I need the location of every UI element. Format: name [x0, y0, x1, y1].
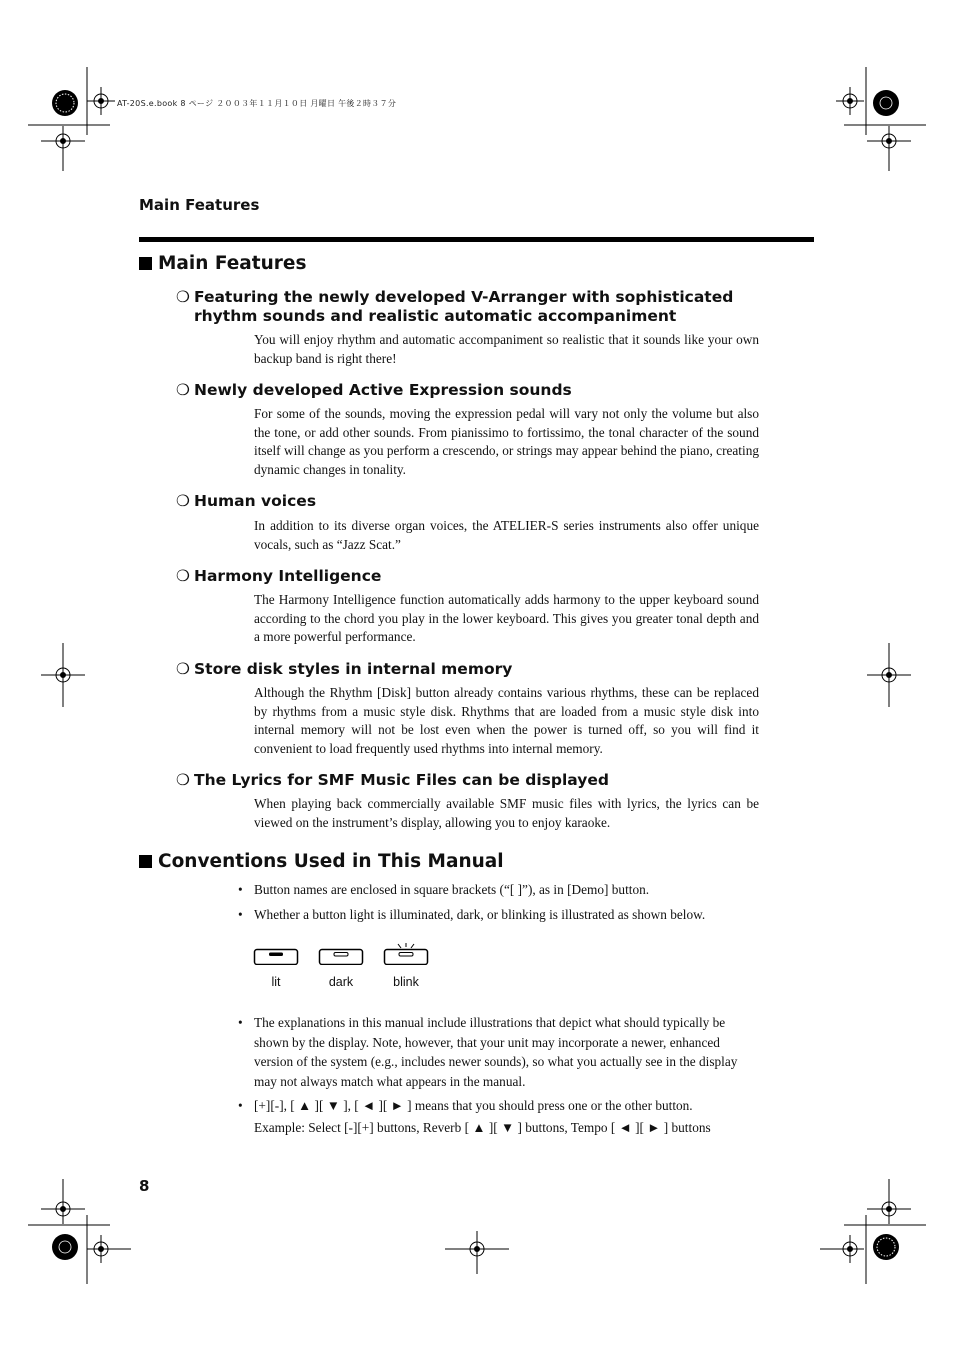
square-bullet-icon: [139, 257, 152, 270]
blink-button-icon: [383, 943, 429, 965]
square-bullet-icon: [139, 855, 152, 868]
feature-heading: ❍ Newly developed Active Expression sounds: [176, 381, 572, 399]
list-item: • Button names are enclosed in square brackets (“[ ]”), as in [Demo] button.: [238, 880, 760, 900]
feature-heading: ❍ Human voices: [176, 492, 317, 510]
list-item: • The explanations in this manual include illustrations that depict what should typically be shown by the display. Note, however, that your unit may incorporate a newer, enhanced version of the system (e.g., includes newer sounds), so what you actually see in the display may not always match what appears in the manual.: [238, 1013, 760, 1091]
feature-text: In addition to its diverse organ voices, the ATELIER-S series instruments also offer unique vocals, such as “Jazz Scat.”: [254, 518, 759, 552]
button-state-lit: [251, 943, 301, 989]
print-header: AT-20S.e.book 8 ページ ２００３年１１月１０日 月曜日 午後２時３７分: [117, 99, 397, 108]
list-item: • [+][-], [ ▲ ][ ▼ ], [ ◄ ][ ► ] means that you should press one or the other button.: [238, 1096, 760, 1116]
button-state-label: lit: [271, 975, 281, 989]
circle-bullet-icon: ❍: [176, 288, 190, 306]
feature-text: Although the Rhythm [Disk] button already contains various rhythms, these can be replaced by rhythms from a music style disk. Rhythms that are loaded from a music style disk into internal memory will not be lost even when the power is turned off, so you will find it convenient to load frequently used rhythms into internal memory.: [254, 685, 759, 756]
lit-button-icon: [253, 943, 299, 965]
section-heading-main-features: [139, 253, 306, 274]
circle-bullet-icon: ❍: [176, 381, 190, 399]
button-state-dark: [316, 943, 366, 989]
button-state-blink: [381, 943, 431, 989]
circle-bullet-icon: ❍: [176, 660, 190, 678]
bullet-icon: •: [238, 907, 243, 922]
feature-text: For some of the sounds, moving the expression pedal will vary not only the volume but also the tone, or add other sounds. From pianissimo to fortissimo, the tonal character of the sound itself will change as you perform a crescendo, or strings may appear behind the piano, creating dynamic changes in tonality.: [254, 406, 759, 477]
bullet-icon: •: [238, 882, 243, 897]
feature-heading: ❍ Store disk styles in internal memory: [176, 660, 513, 678]
running-head: Main Features: [139, 196, 260, 214]
page-number: 8: [139, 1177, 150, 1195]
feature-heading: ❍ The Lyrics for SMF Music Files can be displayed: [176, 771, 609, 789]
section-title: Main Features: [158, 253, 307, 274]
dark-button-icon: [318, 943, 364, 965]
feature-text: You will enjoy rhythm and automatic accompaniment so realistic that it sounds like your own backup band is right there!: [254, 332, 759, 366]
bullet-icon: •: [238, 1015, 243, 1030]
button-state-label: blink: [393, 975, 419, 989]
example-text: Example: Select [-][+] buttons, Reverb [ ▲ ][ ▼ ] buttons, Tempo [ ◄ ][ ► ] buttons: [254, 1120, 711, 1135]
feature-heading: ❍ Featuring the newly developed V-Arranger with sophisticated rhythm sounds and realistic automatic accompaniment: [176, 288, 734, 325]
feature-heading: ❍ Harmony Intelligence: [176, 567, 382, 585]
circle-bullet-icon: ❍: [176, 771, 190, 789]
circle-bullet-icon: ❍: [176, 567, 190, 585]
bullet-icon: •: [238, 1098, 243, 1113]
button-state-label: dark: [328, 975, 354, 989]
header-rule: [139, 237, 814, 242]
feature-text: When playing back commercially available SMF music files with lyrics, the lyrics can be viewed on the instrument’s display, allowing you to enjoy karaoke.: [254, 796, 759, 830]
section-title: Conventions Used in This Manual: [158, 851, 504, 872]
circle-bullet-icon: ❍: [176, 492, 190, 510]
feature-text: The Harmony Intelligence function automatically adds harmony to the upper keyboard sound according to the chord you play in the lower keyboard. This gives you greater tonal depth and a more powerful performance.: [254, 592, 759, 645]
section-heading-conventions: [139, 851, 504, 872]
list-item: • Whether a button light is illuminated, dark, or blinking is illustrated as shown below.: [238, 905, 760, 925]
